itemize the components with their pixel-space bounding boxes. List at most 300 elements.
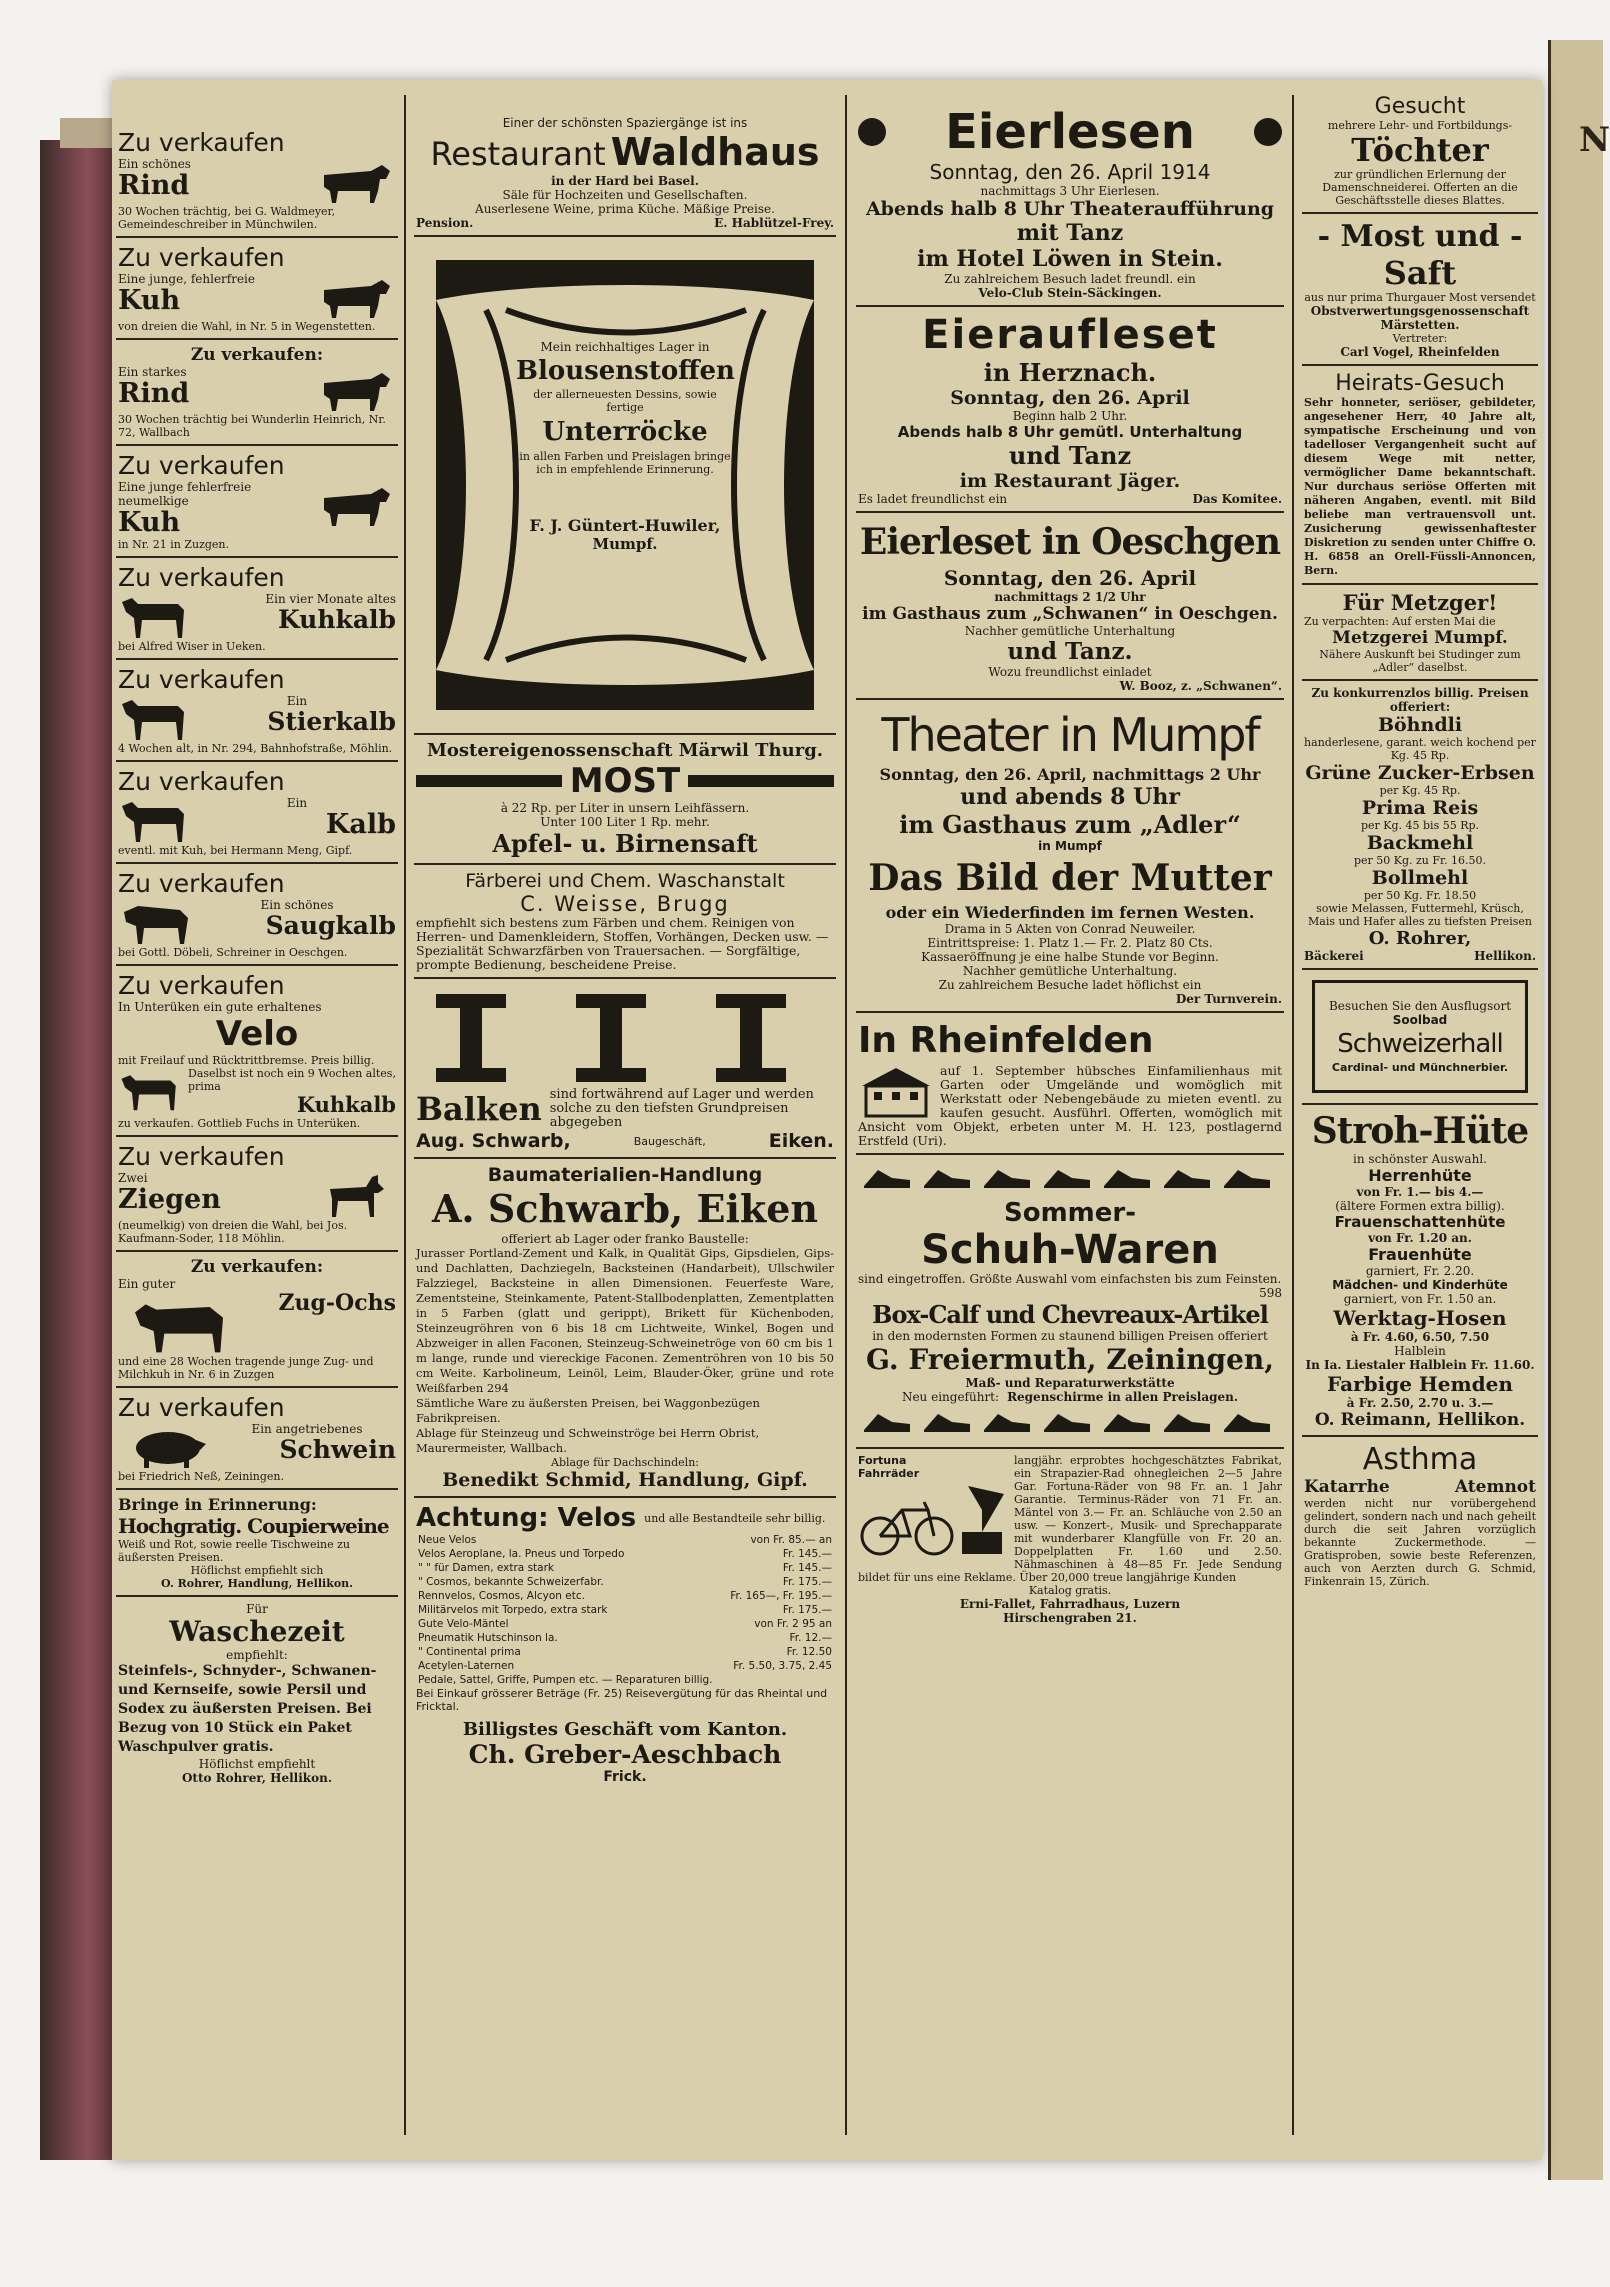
ad-pre: Daselbst ist noch ein 9 Wochen altes, prima: [188, 1067, 396, 1093]
divider: [1302, 212, 1538, 214]
divider: [856, 1153, 1284, 1155]
ad-text: bei Gottl. Döbeli, Schreiner in Oeschgen.: [118, 946, 348, 959]
ad-heirats-gesuch: [1298, 369, 1542, 580]
divider: [856, 1447, 1284, 1449]
ad-velos: [410, 1501, 840, 1787]
product-price: per 50 Kg. zu Fr. 16.50.: [1353, 854, 1487, 867]
ad-text: in Nr. 21 in Zuzgen.: [118, 538, 230, 551]
ad-text: Es ladet freundlichst ein: [858, 492, 1008, 506]
ad-fortuna: [852, 1452, 1288, 1627]
divider: [116, 862, 398, 864]
divider: [414, 1157, 836, 1159]
ad-pre: Ein vier Monate altes: [265, 592, 396, 606]
ad-kuhkalb: [112, 561, 402, 655]
ad-title: Theater in Mumpf: [881, 708, 1259, 762]
ad-blousenstoffe: [416, 240, 834, 730]
divider: [116, 1386, 398, 1388]
ad-text: Beginn halb 2 Uhr.: [1012, 409, 1128, 423]
ad-text: Billigstes Geschäft vom Kanton.: [462, 1719, 788, 1740]
ad-title: Eierlesen: [945, 104, 1195, 160]
ad-text: Weiß und Rot, sowie reelle Tischweine zu äußersten Preisen.: [118, 1538, 350, 1564]
ad-body: sind fortwährend auf Lager und werden solche zu den tiefsten Grundpreisen abgegeben: [549, 1087, 814, 1130]
ad-pre: Ein schönes: [118, 157, 191, 171]
ad-head: Zu verkaufen: [118, 971, 285, 1000]
ad-strohhute: [1298, 1108, 1542, 1432]
ad-text: von Fr. 1.20 an.: [1368, 1231, 1472, 1245]
ad-balken: [410, 982, 840, 1154]
ad-text: mit Tanz: [1016, 220, 1124, 246]
ad-text: 30 Wochen trächtig, bei G. Waldmeyer, Gemeindeschreiber in Münchwilen.: [118, 205, 336, 231]
ad-text: in allen Farben und Preislagen bringe ich in empfehlende Erinnerung.: [519, 450, 731, 476]
velo-price: Fr. 175.—: [782, 1604, 832, 1616]
ad-text: in der Hard bei Basel.: [551, 174, 699, 188]
velo-price-row: [416, 1617, 834, 1631]
velo-item: " Continental prima: [418, 1646, 521, 1658]
divider: [414, 1496, 836, 1498]
divider: [414, 235, 836, 237]
ad-title: Metzgerei Mumpf.: [1332, 628, 1508, 648]
ad-head: Zu verkaufen: [118, 451, 285, 480]
ad-pre: Ein guter: [118, 1277, 176, 1291]
product-name: Backmehl: [1366, 832, 1474, 854]
ad-head: Zu verkaufen: [118, 243, 285, 272]
ad-text: Bei Einkauf grösserer Beträge (Fr. 25) Reisevergütung für das Rheintal und Fricktal.: [416, 1687, 828, 1713]
cow-icon: [316, 157, 396, 205]
ad-title: Hochgratig. Coupierweine: [118, 1514, 389, 1538]
ad-text: sowie Melassen, Futtermehl, Krüsch, Mais und Hafer alles zu tiefsten Preisen: [1308, 902, 1532, 928]
velo-price: Fr. 12.—: [789, 1632, 832, 1644]
ad-most-saft: [1298, 217, 1542, 361]
ad-title: Saugkalb: [265, 911, 396, 940]
ad-text: Drama in 5 Akten von Conrad Neuweiler.: [944, 922, 1196, 936]
ad-title: Kuh: [118, 285, 181, 316]
ad-text: à Fr. 2.50, 2.70 u. 3.—: [1346, 1396, 1494, 1410]
ad-text: und alle Bestandteile sehr billig.: [644, 1511, 826, 1525]
ad-head: Zu verkaufen: [118, 767, 285, 796]
ad-item: Atemnot: [1454, 1477, 1536, 1497]
ad-head: Zu verkaufen: [118, 869, 285, 898]
newspaper-page: [112, 80, 1542, 2160]
ad-text: Besuchen Sie den Ausflugsort: [1328, 999, 1512, 1013]
velo-price-row: [416, 1575, 834, 1589]
ad-text: aus nur prima Thurgauer Most versendet: [1304, 291, 1536, 304]
ad-item: Frauenschattenhüte: [1334, 1213, 1506, 1231]
ad-signature: W. Booz, z. „Schwanen“.: [1119, 679, 1282, 693]
ad-text: im Hotel Löwen in Stein.: [917, 246, 1223, 272]
ad-item: Herrenhüte: [1368, 1166, 1472, 1185]
velo-price-row: [416, 1603, 834, 1617]
divider: [1302, 1103, 1538, 1105]
divider: [116, 964, 398, 966]
ad-text: Halblein: [1394, 1344, 1446, 1358]
ad-text: Maß- und Reparaturwerkstätte: [965, 1376, 1175, 1390]
ad-text: Unter 100 Liter 1 Rp. mehr.: [540, 815, 710, 829]
ad-text: Höflichst empfiehlt: [198, 1757, 316, 1771]
ad-title: Balken: [416, 1090, 542, 1128]
ad-title: Eieraufleset: [922, 312, 1218, 358]
ad-konkurrenz: [1298, 684, 1542, 965]
ad-title: Stroh-Hüte: [1311, 1110, 1529, 1152]
ad-item: Katarrhe: [1304, 1477, 1390, 1497]
ad-text: Märstetten.: [1380, 318, 1460, 332]
ad-title: Blousenstoffen: [516, 356, 735, 386]
ad-text: der allerneuesten Dessins, sowie fertige: [533, 388, 717, 414]
ad-text: Mein reichhaltiges Lager in: [540, 340, 710, 354]
velo-item: Gute Velo-Mäntel: [418, 1618, 509, 1630]
ad-text: in Herznach.: [983, 358, 1157, 387]
ad-stierkalb: [112, 663, 402, 757]
ad-signature: Otto Rohrer, Hellikon.: [181, 1771, 333, 1785]
ad-text: im Restaurant Jäger.: [959, 470, 1181, 492]
velo-price-row: [416, 1659, 834, 1673]
ad-title: Eierleset in Oeschgen: [859, 521, 1281, 563]
ad-text: garniert, von Fr. 1.50 an.: [1343, 1292, 1497, 1306]
ad-text: und eine 28 Wochen tragende junge Zug- und Milchkuh in Nr. 6 in Zuzgen: [118, 1355, 374, 1381]
ad-coupierweine: [112, 1493, 402, 1592]
ad-signature: O. Rohrer,: [1368, 928, 1472, 949]
ad-text: Sonntag, den 26. April: [943, 566, 1197, 590]
column-3: [852, 80, 1288, 2160]
ad-text: Auserlesene Weine, prima Küche. Mäßige Preise.: [475, 202, 775, 216]
ad-title: Stierkalb: [267, 707, 396, 736]
ad-signature: E. Hablützel-Frey.: [714, 216, 834, 230]
ad-text: Nachher gemütliche Unterhaltung.: [962, 964, 1178, 978]
ad-schuhwaren: [852, 1158, 1288, 1444]
ad-toechter: [1298, 80, 1542, 209]
ad-signature: G. Freiermuth, Zeiningen,: [865, 1343, 1275, 1376]
ad-title: Box-Calf und Chevreaux-Artikel: [872, 1300, 1268, 1329]
ad-item: Farbige Hemden: [1327, 1372, 1513, 1396]
ad-title: A. Schwarb, Eiken: [431, 1186, 819, 1231]
velo-price: Fr. 175.—: [782, 1576, 832, 1588]
ad-text: Sommer-: [1003, 1198, 1137, 1228]
ad-head: Baumaterialien-Handlung: [487, 1164, 763, 1186]
ad-title: Kuh: [118, 507, 181, 538]
divider: [856, 511, 1284, 513]
velo-price-row: [416, 1673, 834, 1687]
column-rule: [404, 95, 406, 2135]
ad-text: oder ein Wiederfinden im fernen Westen.: [885, 903, 1255, 922]
ad-text: Wozu freundlichst einladet: [988, 665, 1152, 679]
velo-price: [725, 1673, 834, 1687]
divider: [1302, 364, 1538, 366]
ad-title: Fahrräder: [858, 1467, 920, 1480]
calf-icon: [118, 796, 198, 844]
velo-price: Fr. 145.—: [782, 1548, 832, 1560]
ad-text: Nachher gemütliche Unterhaltung: [964, 624, 1176, 638]
ad-text: in schönster Auswahl.: [1353, 1152, 1487, 1166]
ad-pre: Ein angetriebenes: [251, 1422, 363, 1436]
ad-text: Pension.: [416, 216, 474, 230]
ad-text: Abends halb 8 Uhr Theateraufführung: [865, 198, 1275, 220]
ad-pre: Einer der schönsten Spaziergänge ist ins: [502, 116, 748, 130]
velo-price-row: [416, 1645, 834, 1659]
ad-head: Zu verkaufen: [118, 665, 285, 694]
product-price: handerlesene, garant. weich kochend per Kg. 45 Rp.: [1304, 736, 1536, 762]
ad-metzger: [1298, 588, 1542, 676]
ad-head: Zu verkaufen: [118, 563, 285, 592]
divider: [116, 556, 398, 558]
velo-price: Fr. 165—, Fr. 195.—: [730, 1590, 832, 1602]
velo-price-table: [416, 1533, 834, 1687]
ad-head: Zu verkaufen: [118, 1393, 285, 1422]
cow-icon: [316, 365, 396, 413]
ad-head: Zu verkaufen:: [190, 1257, 324, 1277]
ad-text: Hellikon.: [1474, 949, 1536, 963]
velo-item: Rennvelos, Cosmos, Alcyon etc.: [418, 1590, 585, 1602]
divider: [856, 1011, 1284, 1013]
velo-item: " Cosmos, bekannte Schweizerfabr.: [418, 1576, 604, 1588]
ad-title: Velo: [215, 1014, 299, 1054]
ad-text: Zu zahlreichem Besuche ladet höflichst ein: [938, 978, 1202, 992]
ad-text: Hirschengraben 21.: [1003, 1611, 1137, 1625]
divider: [116, 1250, 398, 1252]
velo-item: Militärvelos mit Torpedo, extra stark: [418, 1604, 608, 1616]
ad-text: in Mumpf: [1038, 839, 1102, 853]
ad-text: mehrere Lehr- und Fortbildungs-: [1327, 119, 1513, 132]
divider: [116, 658, 398, 660]
ad-text: Sonntag, den 26. April: [950, 387, 1190, 409]
ad-text: Ablage für Dachschindeln:: [551, 1456, 699, 1469]
ad-item: Werktag-Hosen: [1333, 1306, 1507, 1330]
ad-text: empfiehlt:: [226, 1648, 288, 1662]
column-rule: [845, 95, 847, 2135]
ad-herznach: [852, 310, 1288, 508]
divider: [1302, 583, 1538, 585]
ad-head: Zu konkurrenzlos billig. Preisen offeriert:: [1311, 686, 1529, 714]
velo-price-row: [416, 1589, 834, 1603]
ad-item: Frauenhüte: [1368, 1245, 1472, 1264]
book-spine: [40, 140, 118, 2160]
ox-icon: [118, 1291, 248, 1355]
ad-signature: O. Reimann, Hellikon.: [1314, 1410, 1526, 1430]
velo-price-row: [416, 1533, 834, 1547]
ad-title: Kuhkalb: [296, 1092, 396, 1117]
shoe-row-icon: [858, 1160, 1282, 1194]
ad-pre: Für: [246, 1602, 268, 1616]
ad-title: Töchter: [1351, 131, 1489, 169]
ad-text: Höflichst empfiehlt sich: [190, 1564, 324, 1577]
velo-price: Fr. 5.50, 3.75, 2.45: [733, 1660, 832, 1672]
ad-signature: Erni-Fallet, Fahrradhaus, Luzern: [959, 1597, 1181, 1611]
divider: [856, 305, 1284, 307]
ad-text: Cardinal- und Münchnerbier.: [1331, 1061, 1509, 1074]
ad-text: und Tanz.: [1007, 638, 1133, 665]
ad-body: werden nicht nur vorübergehend gelindert, sondern nach und nach geheilt durch die seit Jahren vorzüglich bekannte Zuckermethode. — Gratisproben, sowie beste Referenzen, auch von Aerzten durch G. Schmid, Finkenrain 15, Zürich.: [1304, 1497, 1536, 1588]
ad-body: langjähr. erprobtes hochgeschätztes Fabrikat, ein Strapazier-Rad ohnegleichen 2—5 Jahre Gar. Fortuna-Räder von 98 Fr. an. 1 Jahr Garantie. Terminus-Räder von 71 Fr. an. Mäntel von 3.— Fr. an. Schläuche von 2.50 an usw. — Konzert-, Musik- und Sprechapparate mit wunderbarer Klangfülle von Fr. 20 an. Doppelplatten Fr. 1.60 und 2.50. Nähmaschinen à 48—85 Fr. Jede Sendung bildet für uns eine Reklame. Über 20,000 treue langjährige Kunden: [858, 1454, 1282, 1584]
goat-icon: [316, 1171, 396, 1219]
ad-text: Katalog gratis.: [1028, 1584, 1112, 1597]
ad-text: zu verkaufen. Gottlieb Fuchs in Unterüken.: [118, 1117, 361, 1130]
ad-pre: Eine junge fehlerfreie neumelkige: [118, 480, 252, 508]
divider: [1302, 968, 1538, 970]
ad-text: Zu verpachten: Auf ersten Mai die: [1304, 615, 1496, 628]
ad-waschezeit: [112, 1600, 402, 1787]
ad-title: Asthma: [1362, 1442, 1478, 1477]
beam-icon: [416, 984, 834, 1084]
dot-icon: [1254, 118, 1282, 146]
ad-pre: Ein schönes: [260, 898, 334, 912]
velo-item: " " für Damen, extra stark: [418, 1562, 554, 1574]
ad-text: Vertreter:: [1392, 332, 1448, 345]
ad-title: Ziegen: [118, 1184, 221, 1215]
ad-text: Neu eingeführt:: [901, 1390, 1000, 1404]
divider: [116, 236, 398, 238]
velo-price: Fr. 12.50: [786, 1646, 832, 1658]
divider: [414, 863, 836, 865]
ad-head: Bringe in Erinnerung:: [118, 1495, 317, 1514]
ad-text: 30 Wochen trächtig bei Wunderlin Heinrich, Nr. 72, Wallbach: [118, 413, 386, 439]
ad-head: Zu verkaufen: [118, 1142, 285, 1171]
ad-pre: Ein: [286, 694, 308, 708]
divider: [116, 1135, 398, 1137]
ad-text: garniert, Fr. 2.20.: [1365, 1264, 1475, 1278]
ad-signature: Das Komitee.: [1192, 492, 1282, 506]
product-price: per 50 Kg. Fr. 18.50: [1363, 889, 1477, 902]
velo-price-row: [416, 1631, 834, 1645]
ad-signature: Der Turnverein.: [1175, 992, 1282, 1006]
ad-title: Schweizerhall: [1337, 1029, 1503, 1059]
ad-title: Waldhaus: [610, 130, 820, 174]
ad-text: und Tanz: [1008, 441, 1132, 470]
ad-title: Restaurant: [430, 135, 606, 173]
ad-body: Jurasser Portland-Zement und Kalk, in Qualität Gips, Gipsdielen, Gips- und Dachlatten, Dachziegeln, Backsteinen (Handarbeit), Ullschwiler Falzziegel, Backsteine in allen Dimensionen. Feuerfeste Ware, Zementsteine, Steinkamente, Patent-Stallbodenplatten, Zementplatten in 5 Farben (glatt und gerippt), Brikett für Küchenboden, Steinzeugröhren von 6 bis 18 cm Lichtweite, Winkel, Bogen und Abzweiger in allen Faconen, Steinzeug-Schweinetröge von 60 cm bis 1 m lange, runde und viereckige Faconen. Zementröhren von 10 bis 50 cm Weite. Karbolineum, Leinöl, Leim, Blauder-Öker, grüne und rote Weißfarben 294: [416, 1246, 834, 1395]
ad-text: Bäckerei: [1304, 949, 1364, 963]
ad-text: Kassaeröffnung je eine halbe Stunde vor Beginn.: [921, 950, 1219, 964]
product-price: per Kg. 45 bis 55 Rp.: [1360, 819, 1480, 832]
ad-kalb: [112, 765, 402, 859]
velo-item: Pneumatik Hutschinson la.: [418, 1632, 558, 1644]
ad-head: Färberei und Chem. Waschanstalt: [465, 870, 785, 892]
ad-text: à Fr. 4.60, 6.50, 7.50: [1350, 1330, 1490, 1344]
ad-schwarb: [410, 1162, 840, 1493]
ad-body: Steinfels-, Schnyder-, Schwanen- und Kernseife, sowie Persil und Sodex zu äußersten Preisen. Bei Bezug von 10 Stück ein Paket Waschpulver gratis.: [118, 1663, 377, 1755]
ad-soolbad: [1312, 980, 1528, 1093]
ad-pre: Ein starkes: [118, 365, 187, 379]
calf-icon: [118, 898, 198, 946]
ad-kuh: [112, 241, 402, 335]
ad-body: empfiehlt sich bestens zum Färben und chem. Reinigen von Herren- und Damenkleidern, Stoffen, Vorhängen, Decken usw. — Spezialität Schwarzfärben von Trauersachen. — Sorgfältige, prompte Bedienung, bescheidene Preise.: [416, 915, 829, 972]
divider: [116, 338, 398, 340]
velo-price-row: [416, 1561, 834, 1575]
ad-title: Waschezeit: [169, 1615, 345, 1648]
ad-text: Ablage für Steinzeug und Schweinströge bei Herrn Obrist, Maurermeister, Wallbach.: [416, 1426, 760, 1455]
rule-bar: [688, 775, 834, 787]
ad-title: Für Metzger!: [1342, 590, 1498, 615]
divider: [1302, 679, 1538, 681]
divider: [116, 1595, 398, 1597]
ad-text: von dreien die Wahl, in Nr. 5 in Wegenstetten.: [118, 320, 376, 333]
product-list: [1304, 714, 1536, 902]
ad-rind: [112, 80, 402, 233]
pig-icon: [118, 1422, 218, 1470]
ad-signature: Velo-Club Stein-Säckingen.: [978, 286, 1162, 300]
bicycle-gramophone-icon: [858, 1480, 1008, 1560]
ad-title: Unterröcke: [542, 417, 708, 447]
ad-text: nachmittags 3 Uhr Eierlesen.: [980, 184, 1160, 198]
ad-title: Fortuna: [858, 1454, 907, 1467]
ad-text: 598: [1259, 1286, 1282, 1300]
ad-text: Abends halb 8 Uhr gemütl. Unterhaltung: [897, 423, 1243, 441]
ad-text: und abends 8 Uhr: [960, 784, 1180, 810]
ad-title: MOST: [569, 761, 681, 801]
ad-most: [410, 738, 840, 860]
ad-kuh-2: [112, 449, 402, 553]
dot-icon: [858, 118, 886, 146]
ad-eierlesen: [852, 80, 1288, 302]
ad-signature: Carl Vogel, Rheinfelden: [1340, 345, 1500, 359]
ad-title: Zug-Ochs: [278, 1290, 396, 1316]
velo-item: Pedale, Sattel, Griffe, Pumpen etc. — Reparaturen billig.: [418, 1674, 713, 1686]
divider: [414, 977, 836, 979]
ad-title: Apfel- u. Birnensaft: [492, 829, 758, 858]
ad-text: Sonntag, den 26. April, nachmittags 2 Uhr: [879, 765, 1261, 784]
ad-signature: Eiken.: [768, 1130, 834, 1152]
divider: [856, 698, 1284, 700]
ad-text: à 22 Rp. per Liter in unsern Leihfässern.: [500, 801, 750, 815]
ad-pre: Ein: [286, 796, 308, 810]
ad-waldhaus: [410, 80, 840, 232]
facing-page-letter: N: [1579, 120, 1610, 160]
velo-price: Fr. 145.—: [782, 1562, 832, 1574]
velo-price: von Fr. 2 95 an: [754, 1618, 832, 1630]
ad-title: In Rheinfelden: [858, 1020, 1154, 1061]
ad-title: Schuh-Waren: [921, 1227, 1219, 1273]
cow-icon: [316, 480, 396, 528]
ad-theater: [852, 703, 1288, 1008]
ad-text: Soolbad: [1392, 1013, 1448, 1027]
column-2: [410, 80, 840, 2160]
ad-body: Sehr honneter, seriöser, gebildeter, angesehener Herr, 40 Jahre alt, sympatische Erscheinung und von tadelloser Vergangenheit sucht auf diesem Wege mit netter, vermöglicher Dame bekanntschaft. Nur durchaus seriöse Offerten mit näheren Angaben, eventl. mit Bild beliebe man vertrauensvoll unt. Zusicherung gewissenhaftester Diskretion zu senden unter Chiffre O. H. 6858 an Orell-Füssli-Annoncen, Bern.: [1304, 396, 1536, 577]
product-price: per Kg. 45 Rp.: [1379, 784, 1461, 797]
ad-weisse: [410, 868, 840, 974]
column-1: [112, 80, 402, 2160]
product-name: Böhndli: [1377, 714, 1463, 736]
calf-icon: [118, 592, 198, 640]
ad-text: offeriert ab Lager oder franko Baustelle:: [501, 1232, 749, 1246]
facing-page-edge: [1548, 40, 1610, 2180]
column-4: [1298, 80, 1542, 2160]
ad-signature: Ch. Greber-Aeschbach: [468, 1740, 782, 1769]
divider: [116, 444, 398, 446]
ad-text: Frick.: [603, 1769, 647, 1785]
ad-head: Zu verkaufen: [118, 128, 285, 157]
house-icon: [858, 1064, 934, 1118]
velo-item: Velos Aeroplane, la. Pneus und Torpedo: [418, 1548, 625, 1560]
product-name: Prima Reis: [1361, 797, 1479, 819]
velo-price-row: [416, 1547, 834, 1561]
ad-text: in den modernsten Formen zu staunend billigen Preisen offeriert: [872, 1329, 1268, 1343]
ad-title: C. Weisse, Brugg: [520, 892, 730, 916]
ad-text: sind eingetroffen. Größte Auswahl vom einfachsten bis zum Feinsten.: [858, 1272, 1282, 1286]
ad-velo: [112, 969, 402, 1132]
ad-title: Kalb: [325, 809, 396, 840]
ad-text: In Ia. Liestaler Halblein Fr. 11.60.: [1305, 1358, 1535, 1372]
cow-icon: [316, 272, 396, 320]
ad-zug-ochs: [112, 1255, 402, 1383]
ad-text: Nähere Auskunft bei Studinger zum „Adler“ daselbst.: [1319, 648, 1521, 674]
product-name: Grüne Zucker-Erbsen: [1305, 762, 1535, 784]
ad-signature: F. J. Güntert-Huwiler,: [529, 516, 721, 535]
ad-text: Mumpf.: [592, 535, 658, 553]
ad-text: Säle für Hochzeiten und Gesellschaften.: [502, 188, 748, 202]
ad-title: - Most und -: [1317, 219, 1523, 254]
ad-text: Baugeschäft,: [633, 1134, 706, 1148]
ad-text: im Gasthaus zum „Schwanen“ in Oeschgen.: [862, 604, 1278, 624]
ad-pre: Eine junge, fehlerfreie: [118, 272, 255, 286]
ad-oeschgen: [852, 516, 1288, 695]
ad-signature: O. Rohrer, Handlung, Hellikon.: [161, 1577, 353, 1590]
